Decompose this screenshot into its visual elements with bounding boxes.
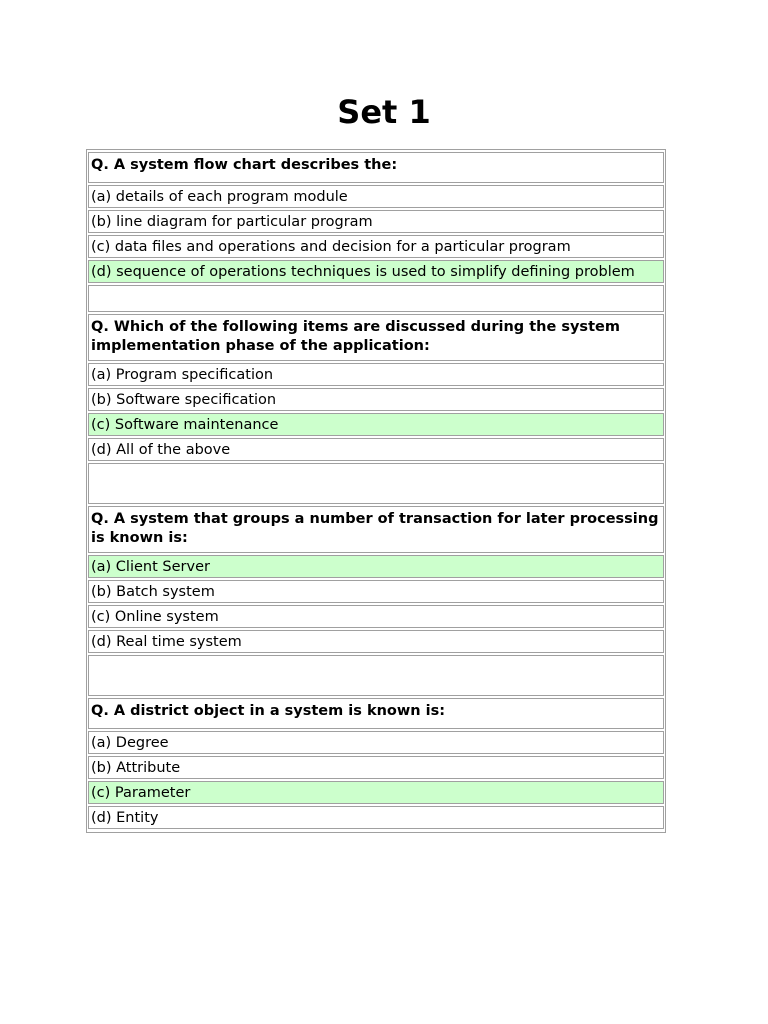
- quiz-table: [86, 149, 666, 833]
- spacer-row: [88, 285, 664, 312]
- spacer-row: [88, 655, 664, 696]
- question-4-option-a: (a) Degree: [88, 731, 664, 754]
- question-2-option-a: (a) Program specification: [88, 363, 664, 386]
- question-4-option-d: (d) Entity: [88, 806, 664, 829]
- question-2-option-b: (b) Software specification: [88, 388, 664, 411]
- page-title: Set 1: [337, 93, 431, 131]
- question-2-option-d: (d) All of the above: [88, 438, 664, 461]
- question-3-text: Q. A system that groups a number of transaction for later processing is known is:: [88, 506, 664, 553]
- question-3-option-c: (c) Online system: [88, 605, 664, 628]
- question-3-option-b: (b) Batch system: [88, 580, 664, 603]
- question-4-option-c-correct: (c) Parameter: [88, 781, 664, 804]
- question-2-text: Q. Which of the following items are discussed during the system implementation phase of the application:: [88, 314, 664, 361]
- question-1-option-c: (c) data files and operations and decision for a particular program: [88, 235, 664, 258]
- question-4-text: Q. A district object in a system is known is:: [88, 698, 664, 729]
- question-3-option-a-correct: (a) Client Server: [88, 555, 664, 578]
- question-4-option-b: (b) Attribute: [88, 756, 664, 779]
- question-3-option-d: (d) Real time system: [88, 630, 664, 653]
- question-2-option-c-correct: (c) Software maintenance: [88, 413, 664, 436]
- question-1-text: Q. A system flow chart describes the:: [88, 152, 664, 183]
- question-1-option-a: (a) details of each program module: [88, 185, 664, 208]
- spacer-row: [88, 463, 664, 504]
- question-1-option-d-correct: (d) sequence of operations techniques is used to simplify defining problem: [88, 260, 664, 283]
- question-1-option-b: (b) line diagram for particular program: [88, 210, 664, 233]
